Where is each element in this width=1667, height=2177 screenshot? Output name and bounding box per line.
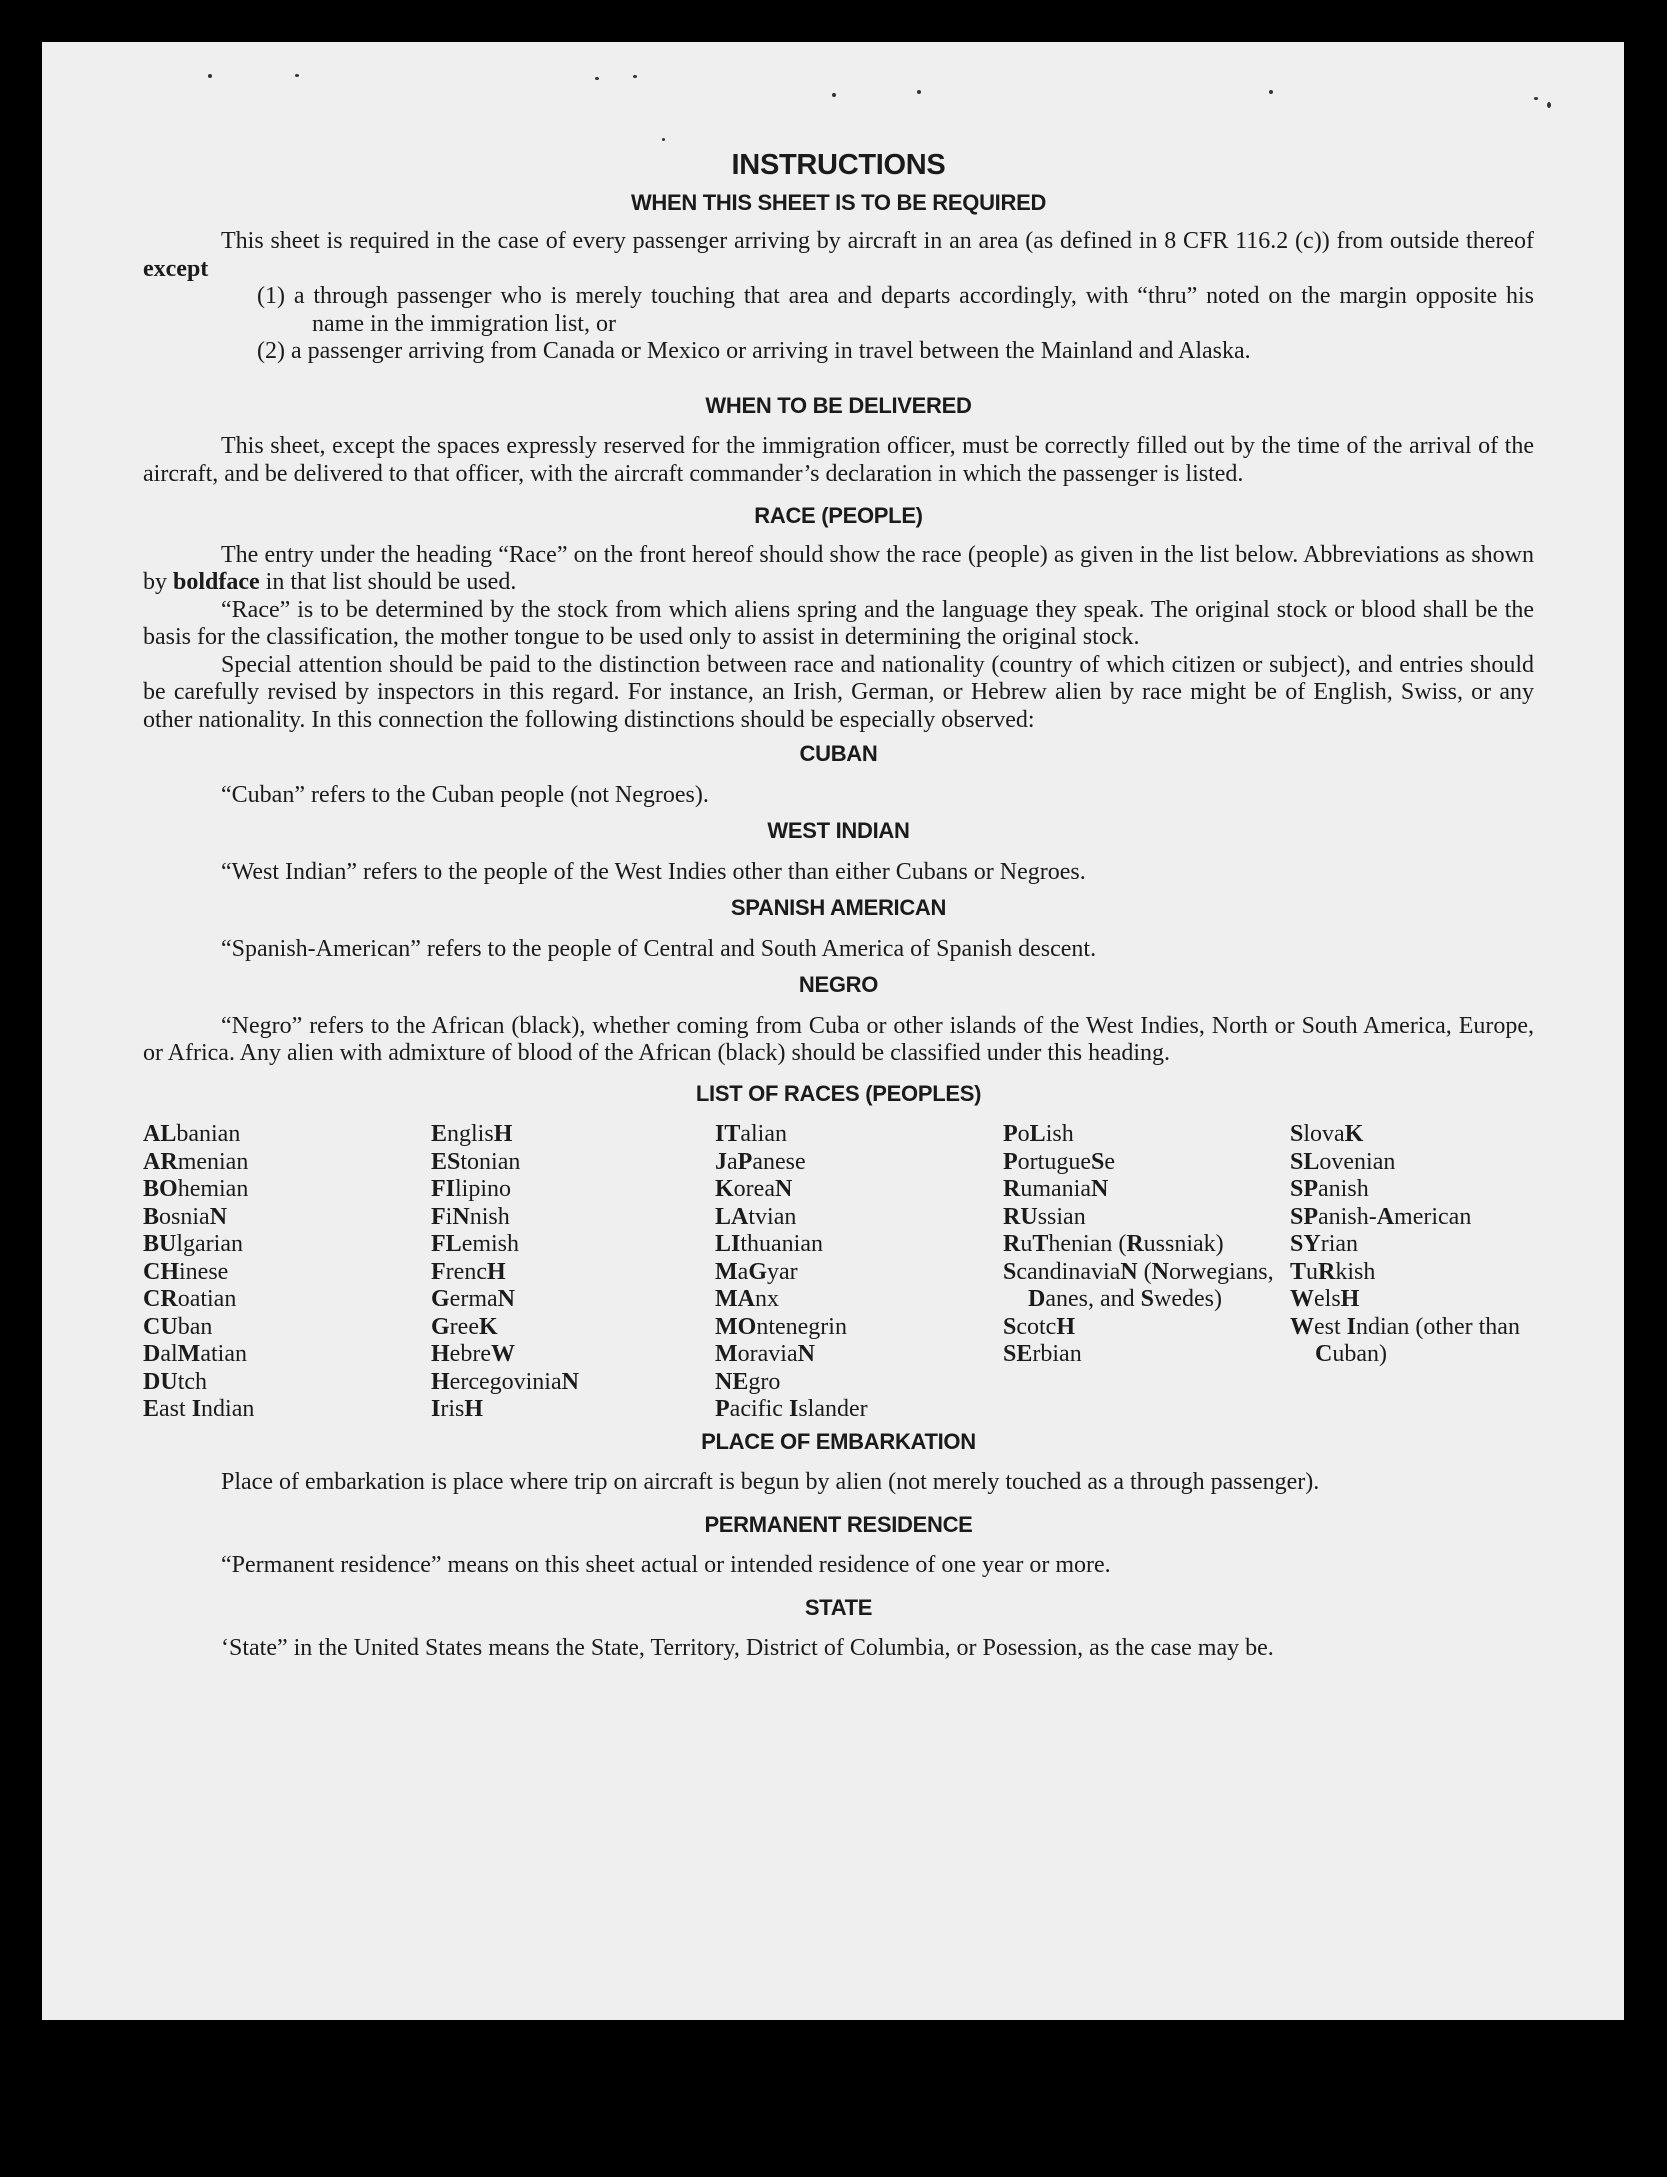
race-entry: JaPanese [715, 1148, 806, 1175]
required-intro-text: This sheet is required in the case of every passenger arriving by aircraft in an area (as defined in 8 CFR 116.2 (c)) from outside thereof [221, 228, 1534, 254]
race-entry: SPanish [1290, 1176, 1369, 1202]
race-entry: GreeK [431, 1313, 498, 1340]
section-heading-residence: PERMANENT RESIDENCE [704, 1511, 973, 1537]
race-entry: EnglisH [431, 1121, 513, 1147]
instructions-body [143, 149, 1534, 1663]
race-entry: SPanish-American [1290, 1203, 1472, 1230]
spanish-american-text: “Spanish-American” refers to the people of Central and South America of Spanish descent. [221, 935, 1097, 962]
race-list [143, 1121, 1534, 1424]
race-entry: Pacific Islander [715, 1396, 868, 1422]
race-entry: CUban [143, 1313, 213, 1340]
scan-speck [1269, 90, 1273, 94]
negro-text: “Negro” refers to the African (black), whether coming from Cuba or other islands of the West Indies, North or South America, Europe, or Africa. Any alien with admixture of blood of the African (black) should be classified under this heading. [143, 1012, 1534, 1066]
west-indian-text: “West Indian” refers to the people of the West Indies other than either Cubans or Negroes. [221, 858, 1086, 885]
race-entry: ScotcH [1003, 1313, 1076, 1340]
race-column [431, 1121, 715, 1424]
race-entry: IrisH [431, 1396, 484, 1422]
race-entry: MaGyar [715, 1258, 798, 1285]
section-heading-negro: NEGRO [798, 972, 879, 997]
race-entry: TuRkish [1290, 1258, 1376, 1285]
scan-speck [595, 77, 599, 80]
race-paragraph-1 [143, 542, 1534, 597]
race-entry: DUtch [143, 1368, 208, 1395]
race-entry: BosniaN [143, 1203, 228, 1230]
section-heading-state: STATE [804, 1594, 873, 1620]
section-heading-embarkation: PLACE OF EMBARKATION [701, 1428, 976, 1454]
race-entry: KoreaN [715, 1176, 793, 1202]
residence-text: “Permanent residence” means on this sheet actual or intended residence of one year or more. [221, 1552, 1111, 1578]
race-entry: LAtvian [715, 1203, 797, 1230]
race-entry: HebreW [431, 1341, 515, 1367]
race-entry: WelsH [1290, 1286, 1360, 1312]
race-entry: MAnx [715, 1286, 779, 1312]
race-entry: ITalian [715, 1121, 787, 1147]
race-column [1290, 1121, 1534, 1424]
race-entry: ScandinaviaN (Norwegians, Danes, and Swedes) [1003, 1258, 1274, 1312]
required-intro-except: except [143, 255, 209, 282]
race-entry: East Indian [143, 1396, 255, 1422]
document-page [42, 42, 1624, 2020]
race-entry: SErbian [1003, 1341, 1082, 1367]
race-entry: RumaniaN [1003, 1176, 1109, 1202]
race-entry: NEgro [715, 1368, 781, 1395]
race-entry: HercegoviniaN [431, 1368, 579, 1395]
scan-speck [662, 138, 665, 141]
race-entry: CRoatian [143, 1286, 237, 1312]
race-entry: FrencH [431, 1258, 506, 1285]
embarkation-text: Place of embarkation is place where trip on aircraft is begun by alien (not merely touched as a through passenger). [221, 1469, 1320, 1495]
race-p1-text: The entry under the heading “Race” on the front hereof should show the race (people) as given in the list below. Abbreviations as shown by [143, 541, 1534, 595]
race-p1-boldface: boldface [173, 569, 260, 595]
race-paragraph-2: “Race” is to be determined by the stock from which aliens spring and the language they speak. The original stock or blood shall be the basis for the classification, the mother tongue to be used only to assist in determining the original stock. [143, 596, 1534, 650]
scan-speck [208, 74, 212, 78]
race-entry: CHinese [143, 1258, 229, 1285]
race-column [143, 1121, 431, 1424]
race-entry: BUlgarian [143, 1231, 243, 1257]
race-entry: West Indian (other than Cuban) [1290, 1313, 1520, 1367]
race-entry: FIlipino [431, 1176, 512, 1202]
race-entry: LIthuanian [715, 1231, 823, 1257]
race-entry: RuThenian (Russniak) [1003, 1231, 1224, 1257]
race-entry: PortugueSe [1003, 1148, 1115, 1175]
race-entry: SLovenian [1290, 1148, 1396, 1175]
race-entry: ALbanian [143, 1121, 241, 1147]
scan-speck [1547, 102, 1551, 108]
race-entry: MOntenegrin [715, 1313, 847, 1340]
section-heading-spanish-american: SPANISH AMERICAN [730, 895, 947, 920]
race-entry: RUssian [1003, 1203, 1086, 1230]
required-intro [143, 228, 1534, 283]
section-heading-delivered: WHEN TO BE DELIVERED [705, 392, 972, 418]
race-entry: FLemish [431, 1231, 520, 1257]
section-heading-west-indian: WEST INDIAN [767, 818, 910, 843]
section-heading-race-list: LIST OF RACES (PEOPLES) [695, 1080, 982, 1106]
race-column [715, 1121, 1003, 1424]
race-entry: GermaN [431, 1286, 515, 1312]
scan-speck [295, 74, 299, 77]
scan-speck [1534, 97, 1538, 100]
scan-speck [633, 75, 637, 78]
race-entry: EStonian [431, 1148, 521, 1175]
race-entry: BOhemian [143, 1176, 249, 1202]
required-item-1: (1) a through passenger who is merely touching that area and departs accordingly, with “thru” noted on the margin opposite his name in the immigration list, or [257, 283, 1534, 337]
race-entry: MoraviaN [715, 1341, 815, 1367]
race-paragraph-3: Special attention should be paid to the distinction between race and nationality (country of which citizen or subject), and entries should be carefully revised by inspectors in this regard. For instance, an Irish, German, or Hebrew alien by race might be of English, Swiss, or any other nationality. In this connection the following distinctions should be especially observed: [143, 651, 1534, 733]
race-entry: ARmenian [143, 1148, 249, 1175]
race-column [1003, 1121, 1290, 1424]
race-p1-text-end: in that list should be used. [259, 569, 517, 595]
race-entry: DalMatian [143, 1341, 247, 1367]
race-entry: PoLish [1003, 1121, 1074, 1147]
race-entry: SYrian [1290, 1231, 1359, 1257]
state-text: ‘State” in the United States means the State, Territory, District of Columbia, or Posession, as the case may be. [221, 1635, 1274, 1661]
scan-speck [832, 93, 836, 97]
page-title: INSTRUCTIONS [731, 149, 946, 181]
race-entry: FiNnish [431, 1203, 510, 1230]
scan-speck [917, 90, 921, 94]
delivered-text: This sheet, except the spaces expressly reserved for the immigration officer, must be correctly filled out by the time of the arrival of the aircraft, and be delivered to that officer, with the aircraft commander’s declaration in which the passenger is listed. [143, 433, 1534, 487]
section-heading-required: WHEN THIS SHEET IS TO BE REQUIRED [630, 189, 1047, 215]
cuban-text: “Cuban” refers to the Cuban people (not Negroes). [221, 781, 709, 808]
required-item-2: (2) a passenger arriving from Canada or Mexico or arriving in travel between the Mainland and Alaska. [257, 338, 1251, 364]
section-heading-race: RACE (PEOPLE) [754, 503, 923, 528]
section-heading-cuban: CUBAN [799, 741, 878, 766]
race-entry: SlovaK [1290, 1121, 1364, 1147]
